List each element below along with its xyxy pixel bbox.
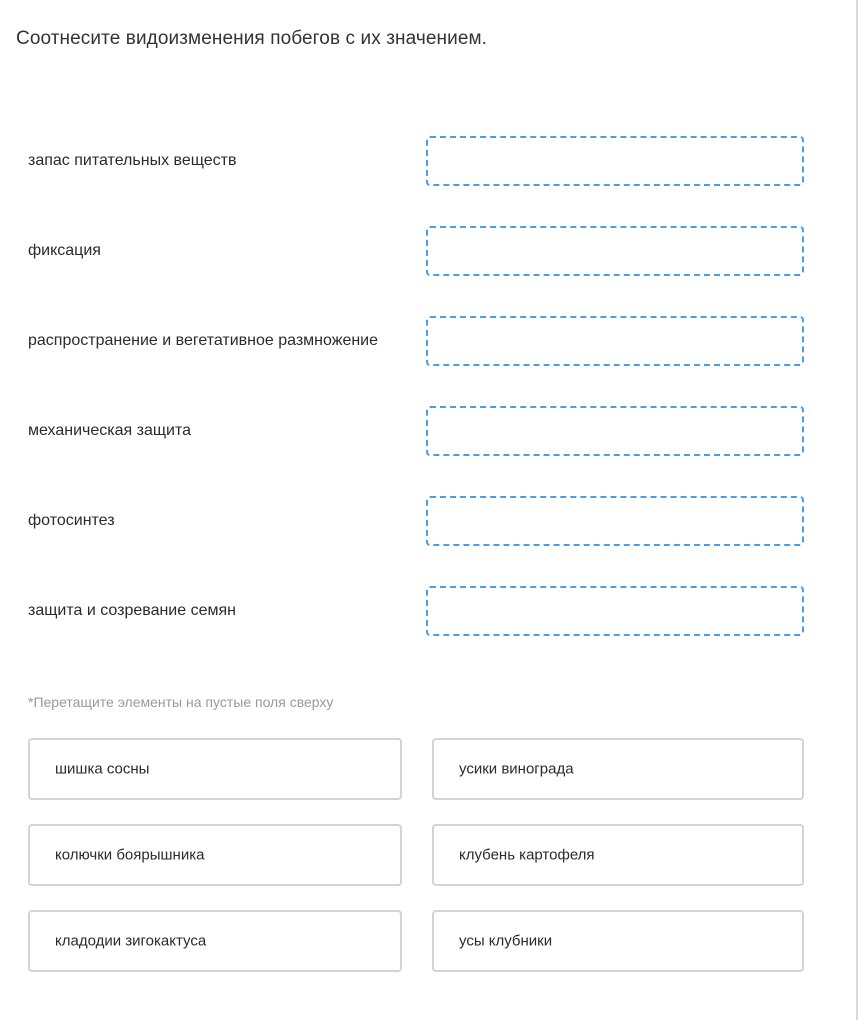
match-row-label: распространение и вегетативное размножение — [28, 332, 379, 349]
match-row-label: защита и созревание семян — [28, 602, 236, 619]
match-row — [28, 586, 804, 636]
drop-zone[interactable] — [426, 496, 804, 546]
option-label: колючки боярышника — [55, 846, 205, 864]
drop-zone[interactable] — [426, 586, 804, 636]
draggable-option[interactable] — [28, 910, 402, 972]
match-row-label: запас питательных веществ — [28, 152, 237, 169]
match-row — [28, 226, 804, 276]
option-label: кладодии зигокактуса — [55, 932, 207, 950]
match-row-label: фиксация — [28, 242, 101, 259]
question-title: Соотнесите видоизменения побегов с их значением. — [16, 28, 488, 49]
match-row-label: фотосинтез — [28, 512, 115, 529]
draggable-option[interactable] — [432, 738, 804, 800]
drop-zone[interactable] — [426, 136, 804, 186]
draggable-option[interactable] — [432, 910, 804, 972]
draggable-option[interactable] — [432, 824, 804, 886]
match-row — [28, 496, 804, 546]
match-row — [28, 316, 804, 366]
draggable-option[interactable] — [28, 824, 402, 886]
option-label: усики винограда — [459, 760, 574, 778]
match-row-label: механическая защита — [28, 422, 192, 439]
drop-zone[interactable] — [426, 316, 804, 366]
option-label: шишка сосны — [55, 760, 150, 778]
option-label: усы клубники — [459, 932, 553, 950]
match-row — [28, 136, 804, 186]
drag-hint: *Перетащите элементы на пустые поля сверху — [28, 694, 334, 710]
drop-zone[interactable] — [426, 406, 804, 456]
match-row — [28, 406, 804, 456]
draggable-option[interactable] — [28, 738, 402, 800]
drop-zone[interactable] — [426, 226, 804, 276]
option-label: клубень картофеля — [459, 846, 595, 864]
